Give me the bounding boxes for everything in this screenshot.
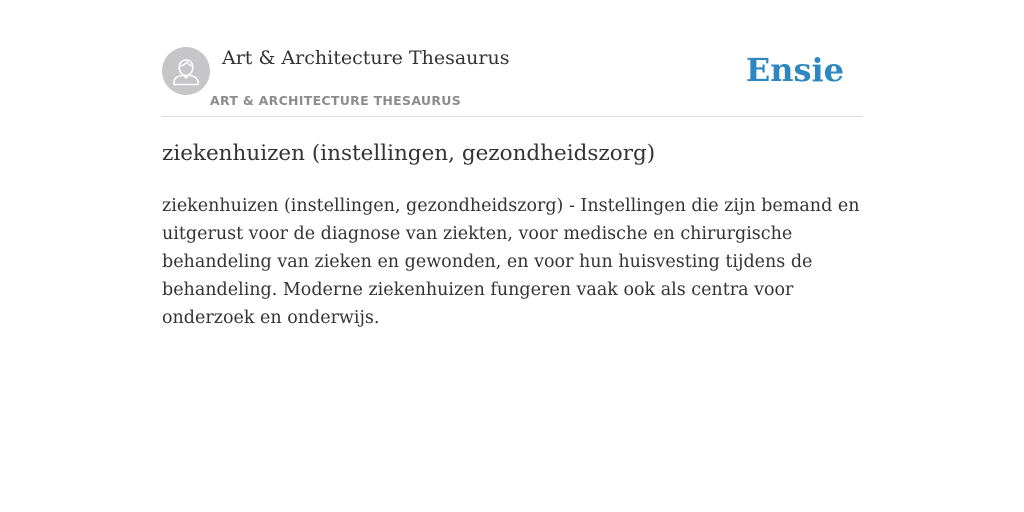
source-subtitle: ART & ARCHITECTURE THESAURUS xyxy=(210,93,462,108)
user-avatar-icon[interactable] xyxy=(162,47,210,95)
source-header xyxy=(162,44,862,117)
source-title-link[interactable]: Art & Architecture Thesaurus xyxy=(222,47,510,69)
entry-definition: ziekenhuizen (instellingen, gezondheidszorg) - Instellingen die zijn bemand en uitgerust voor de diagnose van ziekten, voor medische en chirurgische behandeling van zieken en gewonden, en voor hun huisvesting tijdens de behandeling. Moderne ziekenhuizen fungeren vaak ook als centra voor onderzoek en onderwijs. xyxy=(162,196,860,328)
entry-title: ziekenhuizen (instellingen, gezondheidszorg) xyxy=(162,141,656,166)
ensie-logo[interactable]: Ensie xyxy=(745,51,844,89)
person-icon xyxy=(162,47,210,95)
